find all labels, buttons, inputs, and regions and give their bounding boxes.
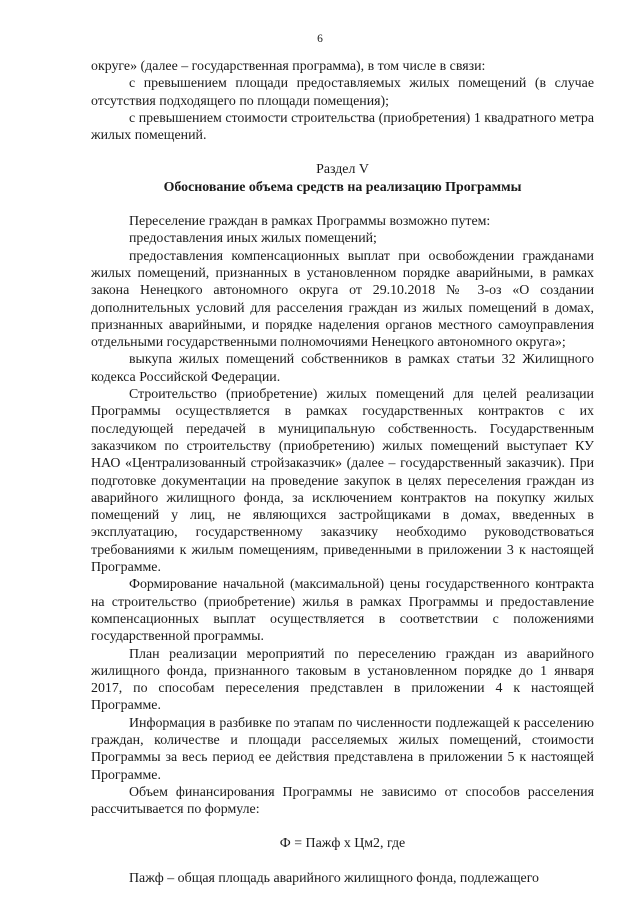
body-text: [91, 58, 594, 887]
paragraph: выкупа жилых помещений собственников в рамках статьи 32 Жилищного кодекса Российской Федерации.: [91, 352, 594, 385]
paragraph: предоставления компенсационных выплат при освобождении гражданами жилых помещений, признанных в установленном порядке аварийными, в рамках закона Ненецкого автономного округа от 29.10.2018 № 3-оз «О создании дополнительных условий для расселения граждан из жилых помещений в домах, признанных аварийными, и порядке наделения органов местного самоуправления отдельными государственными полномочиями Ненецкого автономного округа»;: [91, 248, 594, 351]
paragraph: Формирование начальной (максимальной) цены государственного контракта на строительство (приобретение) жилья в рамках Программы и предоставление компенсационных выплат осуществляется в соответствии с положениями государственной программы.: [91, 577, 594, 645]
paragraph: предоставления иных жилых помещений;: [129, 231, 377, 247]
page-number: 6: [317, 33, 323, 45]
paragraph: Переселение граждан в рамках Программы возможно путем:: [129, 214, 491, 230]
formula: Ф = Пажф х Цм2, где: [279, 836, 406, 852]
intro-line-1: округе» (далее – государственная программа), в том числе в связи:: [91, 59, 486, 74]
intro-line-3: с превышением стоимости строительства (приобретения) 1 квадратного метра жилых помещений.: [91, 110, 594, 144]
paragraph: Объем финансирования Программы не зависимо от способов расселения рассчитывается по формуле:: [91, 784, 594, 818]
paragraph: Строительство (приобретение) жилых помещений для целей реализации Программы осуществляется в рамках государственных контрактов с их последующей передачей в муниципальную собственность. Государственным заказчиком по строительству (приобретению) жилых помещений выступает КУ НАО «Централизованный стройзаказчик» (далее – государственный заказчик). При подготовке документации на проведение закупок в целях переселения граждан из аварийного жилищного фонда, за исключением контрактов на покупку жилых помещений у лиц, не являющихся застройщиками в домах, введенных в эксплуатацию, государственному заказчику необходимо руководствоваться требованиями к жилым помещениям, приведенными в приложении 3 к настоящей Программе.: [91, 387, 594, 576]
section-number: Раздел V: [316, 162, 369, 178]
definition-line: Пажф – общая площадь аварийного жилищного фонда, подлежащего: [129, 870, 539, 886]
paragraph: Информация в разбивке по этапам по численности подлежащей к расселению граждан, количестве и площади расселяемых жилых помещений, стоимости Программы за весь период ее действия представлена в приложении 5 к настоящей Программе.: [91, 715, 594, 783]
section-heading: Обоснование объема средств на реализацию Программы: [163, 179, 522, 195]
intro-line-2: с превышением площади предоставляемых жилых помещений (в случае отсутствия подходящего по площади помещения);: [91, 76, 594, 109]
paragraph: План реализации мероприятий по переселению граждан из аварийного жилищного фонда, признанного таковым в установленном порядке до 1 января 2017, по способам переселения представлен в приложении 4 к настоящей Программе.: [91, 646, 594, 714]
